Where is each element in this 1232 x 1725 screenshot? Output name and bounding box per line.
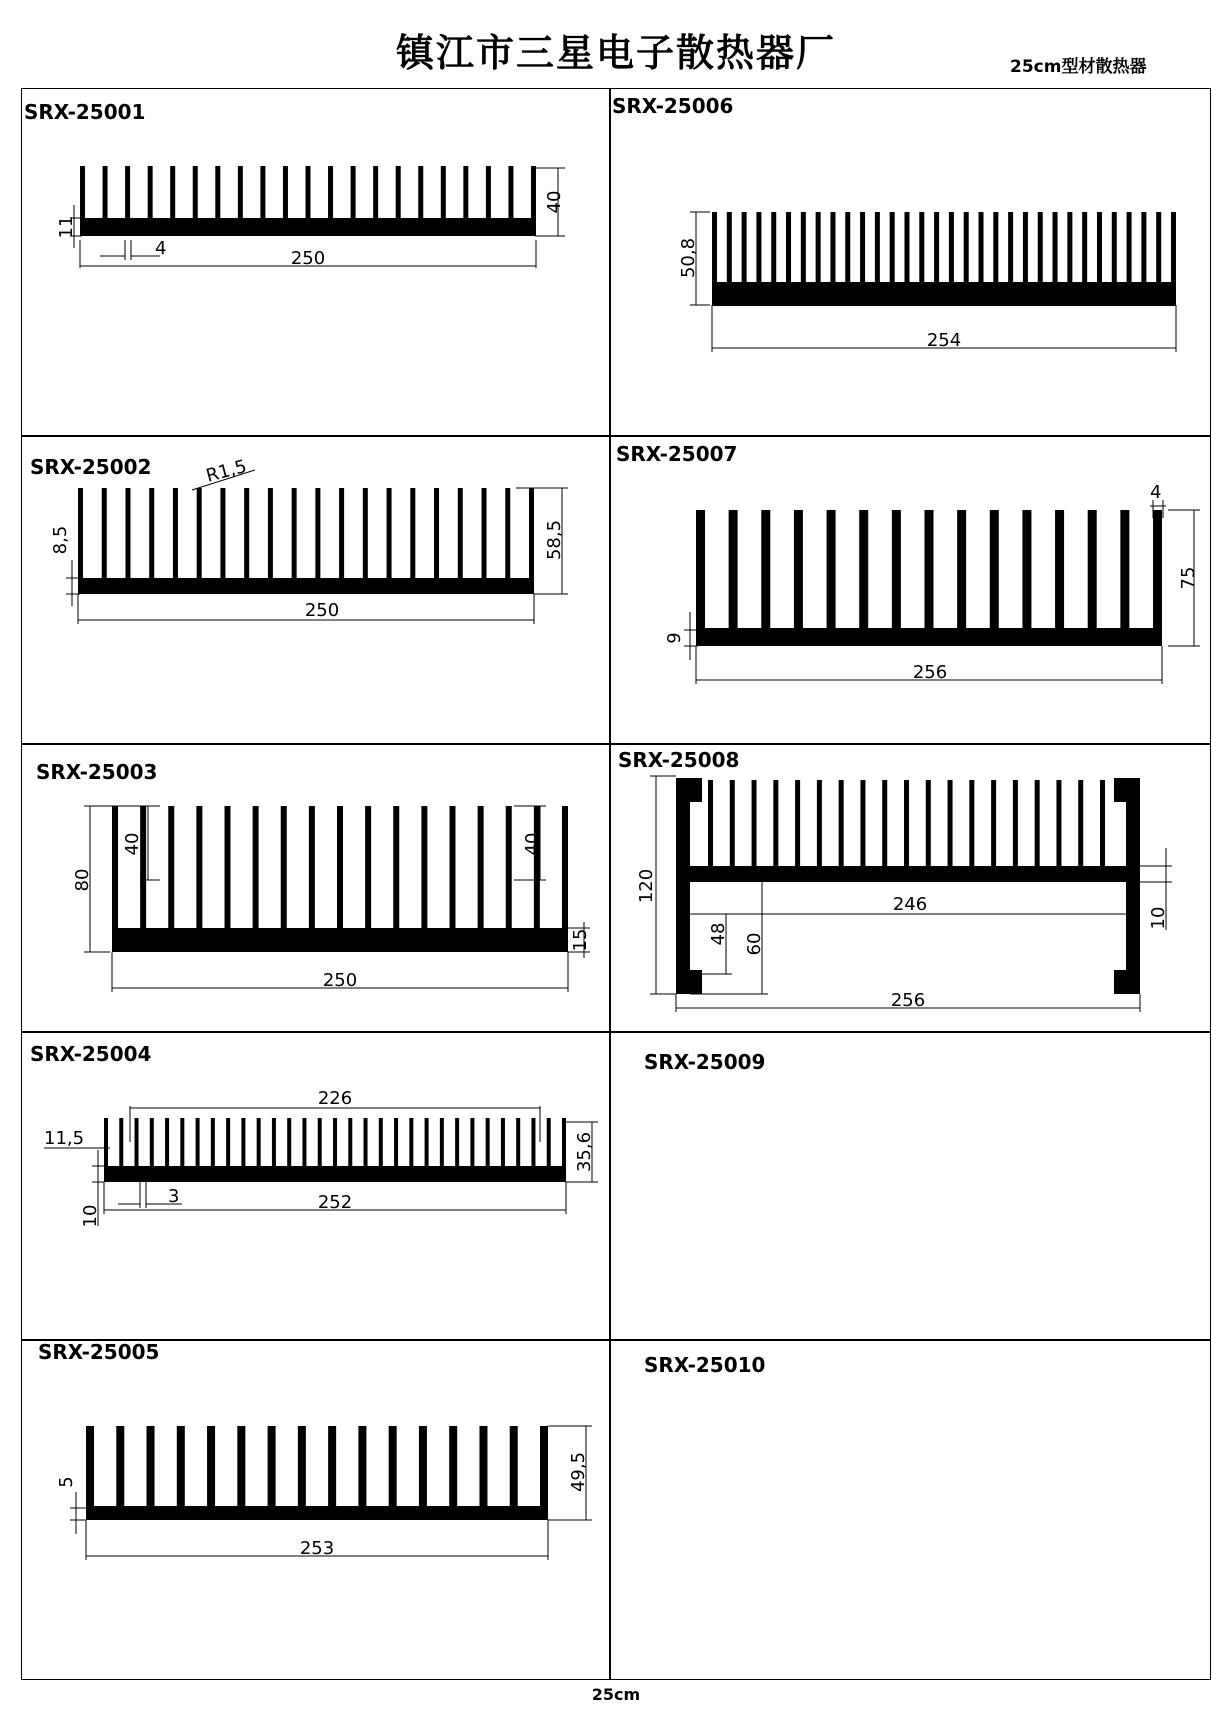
profile-fin (434, 488, 439, 578)
profile-fin (1097, 212, 1102, 282)
profile-srx-25006 (712, 212, 1176, 306)
profile-fin (421, 806, 427, 928)
profile-srx-25002 (78, 488, 534, 594)
profile-web (690, 866, 1126, 882)
profile-fin (964, 212, 969, 282)
profile-fin (318, 1118, 322, 1166)
profile-fin (730, 780, 735, 866)
profile-fin (1053, 212, 1058, 282)
profile-fin (455, 1118, 459, 1166)
dim-base: 15 (570, 928, 591, 952)
profile-fin (196, 1118, 200, 1166)
profile-srx-25005 (86, 1426, 548, 1520)
panel-label-srx-25006: SRX-25006 (612, 94, 734, 118)
profile-fin (990, 510, 999, 628)
page-footer: 25cm (591, 1685, 641, 1704)
dim-width: 250 (290, 248, 326, 269)
profile-fin (1156, 212, 1161, 282)
profile-fin (540, 1426, 548, 1506)
dim-fin-offset: 11,5 (44, 1128, 85, 1149)
profile-fin (135, 1118, 139, 1166)
profile-fin (712, 212, 717, 282)
profile-fin (358, 1426, 366, 1506)
profile-fin (177, 1426, 185, 1506)
profile-fin (817, 780, 822, 866)
dim-width: 250 (322, 970, 358, 991)
profile-fin (86, 1426, 94, 1506)
profile-fin (505, 488, 510, 578)
profile-fin (547, 1118, 551, 1166)
profile-fin (786, 212, 791, 282)
profile-wall-left (676, 778, 690, 994)
profile-fin (253, 806, 259, 928)
dim-base: 8,5 (50, 525, 71, 555)
profile-fin (727, 212, 732, 282)
profile-fin (309, 806, 315, 928)
profile-fin (1082, 212, 1087, 282)
dim-width: 252 (317, 1192, 353, 1213)
profile-fin (409, 1118, 413, 1166)
profile-fin (351, 166, 356, 218)
profile-fin (333, 1118, 337, 1166)
profile-fin (365, 806, 371, 928)
profile-fin (292, 488, 297, 578)
profile-fin (463, 166, 468, 218)
profile-fin (534, 806, 540, 928)
profile-fin (364, 1118, 368, 1166)
dim-leg: 48 (708, 922, 729, 946)
profile-base (80, 218, 536, 236)
profile-fin (925, 510, 934, 628)
profile-srx-25008 (676, 778, 1140, 994)
profile-fin (501, 1118, 505, 1166)
profile-fin (193, 166, 198, 218)
profile-fin (756, 212, 761, 282)
profile-fin (827, 510, 836, 628)
profile-fin (1008, 212, 1013, 282)
profile-base (104, 1166, 566, 1182)
profile-fin (531, 166, 536, 218)
profile-fin (531, 1118, 535, 1166)
profile-fin (112, 806, 118, 928)
profile-base (86, 1506, 548, 1520)
profile-base (696, 628, 1162, 646)
profile-fin (348, 1118, 352, 1166)
profile-fin (729, 510, 738, 628)
profile-fin (486, 166, 491, 218)
profile-fin (1035, 780, 1040, 866)
profile-fin (328, 1426, 336, 1506)
dim-height: 40 (544, 190, 565, 214)
profile-srx-25007 (696, 510, 1162, 646)
profile-fin (979, 212, 984, 282)
profile-fin (337, 806, 343, 928)
profile-fin (890, 212, 895, 282)
dim-height: 75 (1178, 566, 1199, 590)
profile-fin (425, 1118, 429, 1166)
profile-fin (860, 212, 865, 282)
profile-fin (1038, 212, 1043, 282)
profile-fin (1078, 780, 1083, 866)
profile-fin (170, 166, 175, 218)
profile-fin (926, 780, 931, 866)
profile-fin (892, 510, 901, 628)
profile-fin (165, 1118, 169, 1166)
profile-fin (102, 488, 107, 578)
profile-fin (441, 166, 446, 218)
profile-fin (486, 1118, 490, 1166)
profile-fin (516, 1118, 520, 1166)
profile-fin (328, 166, 333, 218)
profile-fin (839, 780, 844, 866)
dim-fin: 4 (1150, 482, 1162, 503)
profile-fin (1127, 212, 1132, 282)
profile-fin (450, 806, 456, 928)
profile-fin (1023, 212, 1028, 282)
panel-label-srx-25001: SRX-25001 (24, 100, 146, 124)
profile-fin (830, 212, 835, 282)
profile-fin (287, 1118, 291, 1166)
dim-radius: R1,5 (203, 455, 250, 487)
profile-fin (742, 212, 747, 282)
profile-fin (458, 488, 463, 578)
profile-fin (1088, 510, 1097, 628)
profile-fin (1120, 510, 1129, 628)
profile-fin (562, 1118, 566, 1166)
dim-height: 120 (636, 868, 657, 904)
profile-fin (410, 488, 415, 578)
profile-lip (1114, 778, 1126, 802)
profile-fin (418, 166, 423, 218)
profile-srx-25004 (104, 1118, 566, 1182)
profile-fin (379, 1118, 383, 1166)
profile-fin (470, 1118, 474, 1166)
panel-label-srx-25003: SRX-25003 (36, 760, 158, 784)
profile-fin (260, 166, 265, 218)
page-title: 镇江市三星电子散热器厂 (395, 31, 836, 75)
profile-fin (752, 780, 757, 866)
profile-fin (845, 212, 850, 282)
profile-fin (104, 1118, 108, 1166)
profile-fin (257, 1118, 261, 1166)
profile-fin (238, 166, 243, 218)
profile-fin (969, 780, 974, 866)
profile-fin (393, 806, 399, 928)
profile-fin (1153, 510, 1162, 628)
profile-fin (149, 488, 154, 578)
profile-fin (281, 806, 287, 928)
profile-fin (283, 166, 288, 218)
dim-lower: 60 (744, 932, 765, 956)
profile-fin (268, 488, 273, 578)
dims-srx-25003 (72, 806, 591, 992)
profile-fin (508, 166, 513, 218)
profile-base (112, 928, 568, 952)
profile-fin (440, 1118, 444, 1166)
profile-fin (147, 1426, 155, 1506)
profile-fin (761, 510, 770, 628)
dim-height: 50,8 (678, 237, 699, 279)
dim-height: 35,6 (574, 1131, 595, 1173)
profile-fin (882, 780, 887, 866)
profile-fin (148, 166, 153, 218)
dim-fin-right: 40 (522, 832, 543, 856)
profile-fin (315, 488, 320, 578)
profile-fin (1055, 510, 1064, 628)
dim-total-height: 80 (72, 868, 93, 892)
profile-fin (268, 1426, 276, 1506)
dim-height: 49,5 (568, 1451, 589, 1493)
profile-fin (339, 488, 344, 578)
profile-fin (419, 1426, 427, 1506)
profile-fin (904, 212, 909, 282)
dim-width: 253 (299, 1538, 335, 1559)
profile-fin (1112, 212, 1117, 282)
dim-base: 9 (664, 632, 685, 644)
dim-web: 10 (1148, 906, 1169, 930)
profile-fin (919, 212, 924, 282)
dim-width: 254 (926, 330, 962, 351)
dim-base: 5 (56, 1476, 77, 1488)
profile-fin (1141, 212, 1146, 282)
profile-fin (482, 488, 487, 578)
profile-fin (241, 1118, 245, 1166)
panel-label-srx-25007: SRX-25007 (616, 442, 738, 466)
profile-fin (220, 488, 225, 578)
profile-fin (387, 488, 392, 578)
panel-label-srx-25008: SRX-25008 (618, 748, 740, 772)
profile-fin (1100, 780, 1105, 866)
profile-fin (196, 806, 202, 928)
page-subtitle: 25cm型材散热器 (1010, 57, 1147, 77)
profile-fin (801, 212, 806, 282)
profile-lip (1114, 970, 1126, 994)
dim-fin: 3 (168, 1186, 180, 1207)
profile-fin (226, 1118, 230, 1166)
profile-fin (773, 780, 778, 866)
profile-fin (168, 806, 174, 928)
profile-fin (859, 510, 868, 628)
profile-fin (948, 780, 953, 866)
profile-fin (373, 166, 378, 218)
profile-fin (562, 806, 568, 928)
dim-width: 250 (304, 600, 340, 621)
profile-fin (180, 1118, 184, 1166)
profile-fin (140, 806, 146, 928)
profile-fin (1013, 780, 1018, 866)
profile-fin (272, 1118, 276, 1166)
profile-fin (78, 488, 83, 578)
panel-label-srx-25002: SRX-25002 (30, 455, 152, 479)
dim-height: 58,5 (544, 519, 565, 561)
dim-fin-left: 40 (122, 832, 143, 856)
profile-fin (197, 488, 202, 578)
profile-fin (225, 806, 231, 928)
profile-srx-25003 (112, 806, 568, 952)
profile-fin (389, 1426, 397, 1506)
profile-fin (211, 1118, 215, 1166)
profile-fin (116, 1426, 124, 1506)
profile-fin (1022, 510, 1031, 628)
profile-fin (306, 166, 311, 218)
dim-width: 256 (890, 990, 926, 1011)
profile-fin (991, 780, 996, 866)
profile-fin (510, 1426, 518, 1506)
profile-base (712, 282, 1176, 306)
profile-fin (302, 1118, 306, 1166)
profile-fin (771, 212, 776, 282)
profile-fin (696, 510, 705, 628)
profile-fin (363, 488, 368, 578)
profile-fin (957, 510, 966, 628)
profile-fin (708, 780, 713, 866)
panel-label-srx-25005: SRX-25005 (38, 1340, 160, 1364)
profile-fin (244, 488, 249, 578)
profile-fin (215, 166, 220, 218)
profile-fin (993, 212, 998, 282)
profile-fin (173, 488, 178, 578)
profile-fin (1056, 780, 1061, 866)
dim-inner-width: 246 (892, 894, 928, 915)
profile-fin (80, 166, 85, 218)
profile-fin (860, 780, 865, 866)
profile-fin (795, 780, 800, 866)
profile-fin (207, 1426, 215, 1506)
profile-fin (479, 1426, 487, 1506)
profile-wall-right (1126, 778, 1140, 994)
dim-fin: 4 (155, 238, 167, 259)
profile-fin (103, 166, 108, 218)
profile-fin (529, 488, 534, 578)
panel-label-srx-25010: SRX-25010 (644, 1353, 766, 1377)
dim-base: 11 (56, 215, 77, 239)
profile-fin (904, 780, 909, 866)
profile-fin (150, 1118, 154, 1166)
profile-lip (690, 778, 702, 802)
profile-base (78, 578, 534, 594)
profile-fin (934, 212, 939, 282)
profile-fin (125, 166, 130, 218)
profile-srx-25001 (80, 166, 536, 236)
profile-fin (449, 1426, 457, 1506)
dim-width: 256 (912, 662, 948, 683)
profile-fin (298, 1426, 306, 1506)
panel-label-srx-25004: SRX-25004 (30, 1042, 152, 1066)
profile-fin (396, 166, 401, 218)
dim-base: 10 (80, 1204, 101, 1228)
profile-fin (125, 488, 130, 578)
profile-fin (1171, 212, 1176, 282)
panel-label-srx-25009: SRX-25009 (644, 1050, 766, 1074)
profile-fin (794, 510, 803, 628)
profile-fin (394, 1118, 398, 1166)
profile-fin (949, 212, 954, 282)
profile-fin (875, 212, 880, 282)
profile-fin (237, 1426, 245, 1506)
profile-fin (506, 806, 512, 928)
dim-fin-span: 226 (317, 1088, 353, 1109)
profile-fin (816, 212, 821, 282)
profile-fin (478, 806, 484, 928)
profile-fin (119, 1118, 123, 1166)
profile-fin (1067, 212, 1072, 282)
